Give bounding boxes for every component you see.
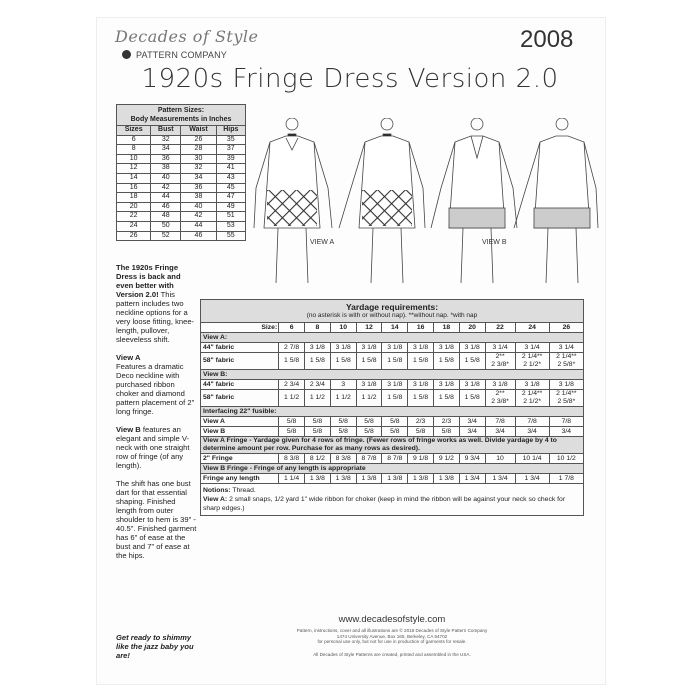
table-cell: 14 [117, 173, 151, 183]
view-a-text: Features a dramatic Deco neckline with purchased ribbon choker and diamond pattern placement of 2" long fringe. [116, 362, 195, 416]
notions-a-text: 2 small snaps, 1/2 yard 1" wide ribbon for choker (keep in mind the ribbon will be against your neck so check for sharp edges.) [203, 496, 566, 512]
table-cell: 3 1/8 [434, 380, 460, 390]
dart-paragraph: The shift has one bust dart for that essential shaping. Finished length from outer shoulder to hem is 39" - 40.5". Finished garment has 6" of ease at the bust and 7" of ease at the hips. [116, 479, 197, 560]
table-cell: 1 1/4 [279, 474, 305, 484]
table-cell: 3 1/8 [356, 380, 382, 390]
table-cell: 1 5/8 [382, 353, 408, 370]
table-cell: 9 1/8 [408, 454, 434, 464]
notions-row [201, 484, 584, 516]
table-cell: 2 1/4** 2 5/8* [549, 390, 583, 407]
view-b-44-row-label: 44" fabric [201, 380, 279, 390]
fringe-b-head: View B Fringe [203, 464, 248, 472]
table-cell: 34 [181, 173, 216, 183]
notions-cell [201, 484, 584, 516]
fine-line-2: 1474 University Avenue, Box 165, Berkeley, CA 94702 [336, 633, 448, 639]
view-b-44-row [201, 380, 584, 390]
table-cell: 7/8 [485, 417, 515, 427]
table-row [117, 173, 246, 183]
table-cell: 10 [117, 154, 151, 164]
size-cell: 14 [382, 323, 408, 333]
table-row [117, 193, 246, 203]
table-cell: 10 1/2 [549, 454, 583, 464]
fringe-a-head: View A Fringe [203, 437, 248, 444]
table-cell: 7/8 [549, 417, 583, 427]
table-cell: 1 1/2 [330, 390, 356, 407]
table-cell: 10 1/4 [515, 454, 549, 464]
view-a-section-label: View A: [203, 333, 228, 341]
brand-subline [122, 49, 252, 60]
table-cell: 3/4 [549, 427, 583, 437]
table-cell: 26 [117, 231, 151, 241]
table-cell: 16 [117, 183, 151, 193]
size-cell: 20 [459, 323, 485, 333]
website: www.decadesofstyle.com [338, 614, 446, 625]
table-cell: 36 [151, 154, 181, 164]
made-in-usa: All Decades of Style Patterns are created, printed and assembled in the USA. [313, 652, 471, 657]
table-row [117, 231, 246, 241]
table-cell: 5/8 [279, 417, 305, 427]
intro-paragraph [116, 263, 198, 344]
table-cell: 3 1/8 [408, 343, 434, 353]
table-row [117, 183, 246, 193]
fringe-b-row-label: Fringe any length [201, 474, 279, 484]
table-cell: 3/4 [485, 427, 515, 437]
table-cell: 48 [151, 212, 181, 222]
table-cell: 3 1/4 [485, 343, 515, 353]
brand-logo-icon [122, 50, 131, 59]
table-row [201, 333, 584, 343]
table-cell: 22 [117, 212, 151, 222]
table-cell: 51 [216, 212, 245, 222]
table-cell: 26 [181, 135, 216, 145]
table-cell: 38 [181, 193, 216, 203]
notions-a-head: View A: [203, 496, 228, 503]
view-b-label: VIEW B [482, 239, 507, 246]
fringe-a-section [201, 437, 584, 454]
interfacing-view-a-row [201, 417, 584, 427]
yardage-subtitle: (no asterisk is with or without nap). **without nap. *with nap [306, 312, 478, 319]
view-a-paragraph [116, 353, 198, 416]
fringe-b-note: - Fringe of any length is appropriate [247, 464, 366, 472]
table-cell: 5/8 [356, 417, 382, 427]
table-cell: 5/8 [382, 427, 408, 437]
table-cell: 12 [117, 164, 151, 174]
table-cell: 3 1/8 [382, 343, 408, 353]
sizes-header-cell: Bust [151, 126, 181, 136]
table-cell: 2 1/4** 2 1/2* [515, 390, 549, 407]
table-cell: 36 [181, 183, 216, 193]
size-cell: 22 [485, 323, 515, 333]
table-cell: 40 [181, 202, 216, 212]
table-cell: 1 3/8 [408, 474, 434, 484]
sizes-header-cell: Waist [181, 126, 216, 136]
table-cell: 44 [181, 221, 216, 231]
table-cell: 24 [117, 221, 151, 231]
size-cell: 6 [279, 323, 305, 333]
table-cell: 1 3/8 [305, 474, 331, 484]
table-cell: 2 3/4 [305, 380, 331, 390]
table-cell: 2** 2 3/8* [485, 353, 515, 370]
size-cell: 24 [515, 323, 549, 333]
table-cell: 3 1/8 [434, 343, 460, 353]
table-cell: 3 1/8 [330, 343, 356, 353]
view-a-44-row-label: 44" fabric [201, 343, 279, 353]
table-cell: 2/3 [434, 417, 460, 427]
table-row [117, 154, 246, 164]
table-cell: 39 [216, 154, 245, 164]
table-row [117, 164, 246, 174]
view-a-title: View A [116, 353, 141, 362]
table-cell: 1 5/8 [459, 353, 485, 370]
table-cell: 3 1/8 [356, 343, 382, 353]
table-cell: 28 [181, 145, 216, 155]
table-cell: 3 1/4 [549, 343, 583, 353]
table-cell: 8 3/8 [279, 454, 305, 464]
table-row [117, 145, 246, 155]
sizes-caption-line2: Body Measurements in Inches [130, 116, 232, 123]
fine-line-3: for personal use only, but not for use in production of garments for resale. [317, 639, 467, 645]
table-cell: 2 1/4** 2 1/2* [515, 353, 549, 370]
table-cell: 8 3/8 [330, 454, 356, 464]
table-cell: 55 [216, 231, 245, 241]
table-cell: 3 [330, 380, 356, 390]
notions-text: Thread. [230, 487, 256, 494]
table-cell: 2 1/4** 2 5/8* [549, 353, 583, 370]
brand-sub: PATTERN COMPANY [136, 49, 228, 60]
sizes-header-cell: Sizes [117, 126, 151, 136]
table-cell: 5/8 [330, 417, 356, 427]
table-cell: 3 1/8 [515, 380, 549, 390]
table-cell: 53 [216, 221, 245, 231]
size-cell: 10 [330, 323, 356, 333]
table-cell: 32 [181, 164, 216, 174]
yardage-size-row [201, 323, 584, 333]
size-cell: 16 [408, 323, 434, 333]
table-cell: 1 5/8 [434, 390, 460, 407]
view-a-44-row [201, 343, 584, 353]
view-b-paragraph [116, 425, 198, 470]
table-cell: 52 [151, 231, 181, 241]
table-cell: 42 [151, 183, 181, 193]
fringe-a-row-label: 2" Fringe [201, 454, 279, 464]
size-cell: 12 [356, 323, 382, 333]
table-row [117, 135, 246, 145]
table-cell: 2** 2 3/8* [485, 390, 515, 407]
interfacing-label: Interfacing 22" fusible: [203, 407, 277, 415]
table-cell: 1 3/8 [434, 474, 460, 484]
table-cell: 35 [216, 135, 245, 145]
table-cell: 1 5/8 [305, 353, 331, 370]
table-cell: 6 [117, 135, 151, 145]
table-cell: 1 1/2 [356, 390, 382, 407]
table-cell: 1 3/8 [330, 474, 356, 484]
table-cell: 47 [216, 193, 245, 203]
view-b-58-row-label: 58" fabric [201, 390, 279, 407]
view-b-58-row [201, 390, 584, 407]
size-cell: 18 [434, 323, 460, 333]
table-row [117, 221, 246, 231]
fringe-b-row [201, 474, 584, 484]
fringe-a-note: - Yardage given for 4 rows of fringe. (Fewer rows of fringe works as well. Divide yardage by 4 to determine amount per row. Purchase for as many rows as desired). [203, 437, 557, 452]
figure-view-b-back [514, 118, 598, 283]
table-cell: 1 5/8 [434, 353, 460, 370]
table-cell: 3 1/4 [515, 343, 549, 353]
table-cell: 46 [151, 202, 181, 212]
table-cell: 5/8 [279, 427, 305, 437]
table-cell: 5/8 [305, 417, 331, 427]
sizes-header-cell: Hips [216, 126, 245, 136]
table-cell: 3 1/8 [549, 380, 583, 390]
table-cell: 1 1/2 [305, 390, 331, 407]
table-row [117, 212, 246, 222]
table-cell: 5/8 [382, 417, 408, 427]
table-cell: 1 5/8 [408, 390, 434, 407]
body-measurements-table [116, 104, 246, 241]
fringe-b-section [201, 464, 584, 474]
table-cell: 45 [216, 183, 245, 193]
dress-illustrations [240, 118, 600, 288]
table-cell: 3/4 [459, 417, 485, 427]
table-cell: 32 [151, 135, 181, 145]
table-cell: 46 [181, 231, 216, 241]
table-cell: 1 5/8 [330, 353, 356, 370]
table-cell: 18 [117, 193, 151, 203]
yardage-header [201, 300, 584, 323]
table-cell: 38 [151, 164, 181, 174]
table-cell: 50 [151, 221, 181, 231]
table-cell: 3 1/8 [459, 380, 485, 390]
table-cell: 2 3/4 [279, 380, 305, 390]
size-label: Size: [201, 323, 279, 333]
table-cell: 1 3/8 [356, 474, 382, 484]
sizes-caption-line1: Pattern Sizes: [157, 107, 205, 114]
interfacing-section [201, 407, 584, 417]
table-cell: 5/8 [330, 427, 356, 437]
table-cell: 37 [216, 145, 245, 155]
table-cell: 3 1/8 [459, 343, 485, 353]
table-row [201, 464, 584, 474]
view-a-58-row [201, 353, 584, 370]
size-cell: 8 [305, 323, 331, 333]
fringe-a-row [201, 454, 584, 464]
table-cell: 1 3/4 [459, 474, 485, 484]
pattern-description [116, 263, 198, 569]
table-cell: 20 [117, 202, 151, 212]
figure-view-b-front [431, 118, 517, 283]
copyright-fine-print [200, 628, 584, 645]
table-cell: 1 3/8 [382, 474, 408, 484]
table-cell: 1 5/8 [356, 353, 382, 370]
notions-head: Notions: [203, 487, 231, 494]
table-cell: 34 [151, 145, 181, 155]
table-row [117, 202, 246, 212]
table-cell: 1 1/2 [279, 390, 305, 407]
table-cell: 5/8 [408, 427, 434, 437]
table-cell: 2/3 [408, 417, 434, 427]
interfacing-view-b-row [201, 427, 584, 437]
brand-name: Decades of Style [115, 27, 259, 46]
table-cell: 1 3/4 [485, 474, 515, 484]
intro-bold: The 1920s Fringe Dress is back and even better with Version 2.0! [116, 263, 181, 299]
yardage-table [200, 299, 584, 516]
table-cell: 9 3/4 [459, 454, 485, 464]
figure-view-a-back [339, 118, 425, 283]
view-a-58-row-label: 58" fabric [201, 353, 279, 370]
fine-line-1: Pattern, instructions, cover and all illustrations are © 2018 Decades of Style Pattern Company [296, 628, 488, 633]
table-cell: 42 [181, 212, 216, 222]
size-cell: 26 [549, 323, 583, 333]
table-cell: 8 1/2 [305, 454, 331, 464]
table-cell: 3 1/8 [408, 380, 434, 390]
view-b-title: View B [116, 425, 141, 434]
table-cell: 10 [485, 454, 515, 464]
table-row [201, 407, 584, 417]
table-cell: 3 1/8 [305, 343, 331, 353]
view-a-section [201, 333, 584, 343]
table-cell: 40 [151, 173, 181, 183]
table-row [201, 437, 584, 454]
table-cell: 8 [117, 145, 151, 155]
table-cell: 1 7/8 [549, 474, 583, 484]
table-cell: 3/4 [459, 427, 485, 437]
view-a-label: VIEW A [310, 239, 335, 246]
table-cell: 5/8 [305, 427, 331, 437]
table-cell: 49 [216, 202, 245, 212]
figure-view-a-front [254, 118, 335, 283]
intro-text: This pattern includes two neckline options for a very loose fitting, knee-length, pullover, sleeveless shift. [116, 290, 195, 344]
table-cell: 1 5/8 [459, 390, 485, 407]
view-b-text: features an elegant and simple V-neck with one straight row of fringe (of any length). [116, 425, 190, 470]
table-cell: 41 [216, 164, 245, 174]
table-cell: 3 1/8 [485, 380, 515, 390]
sizes-caption [117, 105, 246, 126]
view-b-section [201, 370, 584, 380]
table-cell: 1 5/8 [382, 390, 408, 407]
interfacing-view-b-row-label: View B [201, 427, 279, 437]
table-cell: 44 [151, 193, 181, 203]
view-b-section-label: View B: [203, 370, 228, 378]
pattern-year: 2008 [520, 26, 574, 53]
table-cell: 3/4 [515, 427, 549, 437]
table-cell: 2 7/8 [279, 343, 305, 353]
table-cell: 8 7/8 [382, 454, 408, 464]
yardage-title: Yardage requirements: [345, 302, 439, 312]
table-cell: 3 1/8 [382, 380, 408, 390]
pattern-title: 1920s Fringe Dress Version 2.0 [141, 64, 559, 94]
table-row [201, 370, 584, 380]
table-cell: 7/8 [515, 417, 549, 427]
table-cell: 43 [216, 173, 245, 183]
table-cell: 5/8 [356, 427, 382, 437]
table-cell: 5/8 [434, 427, 460, 437]
table-cell: 1 5/8 [408, 353, 434, 370]
table-cell: 8 7/8 [356, 454, 382, 464]
table-cell: 9 1/2 [434, 454, 460, 464]
table-cell: 1 3/4 [515, 474, 549, 484]
closing-line: Get ready to shimmy like the jazz baby you are! [116, 633, 194, 660]
interfacing-view-a-row-label: View A [201, 417, 279, 427]
table-cell: 30 [181, 154, 216, 164]
table-cell: 1 5/8 [279, 353, 305, 370]
